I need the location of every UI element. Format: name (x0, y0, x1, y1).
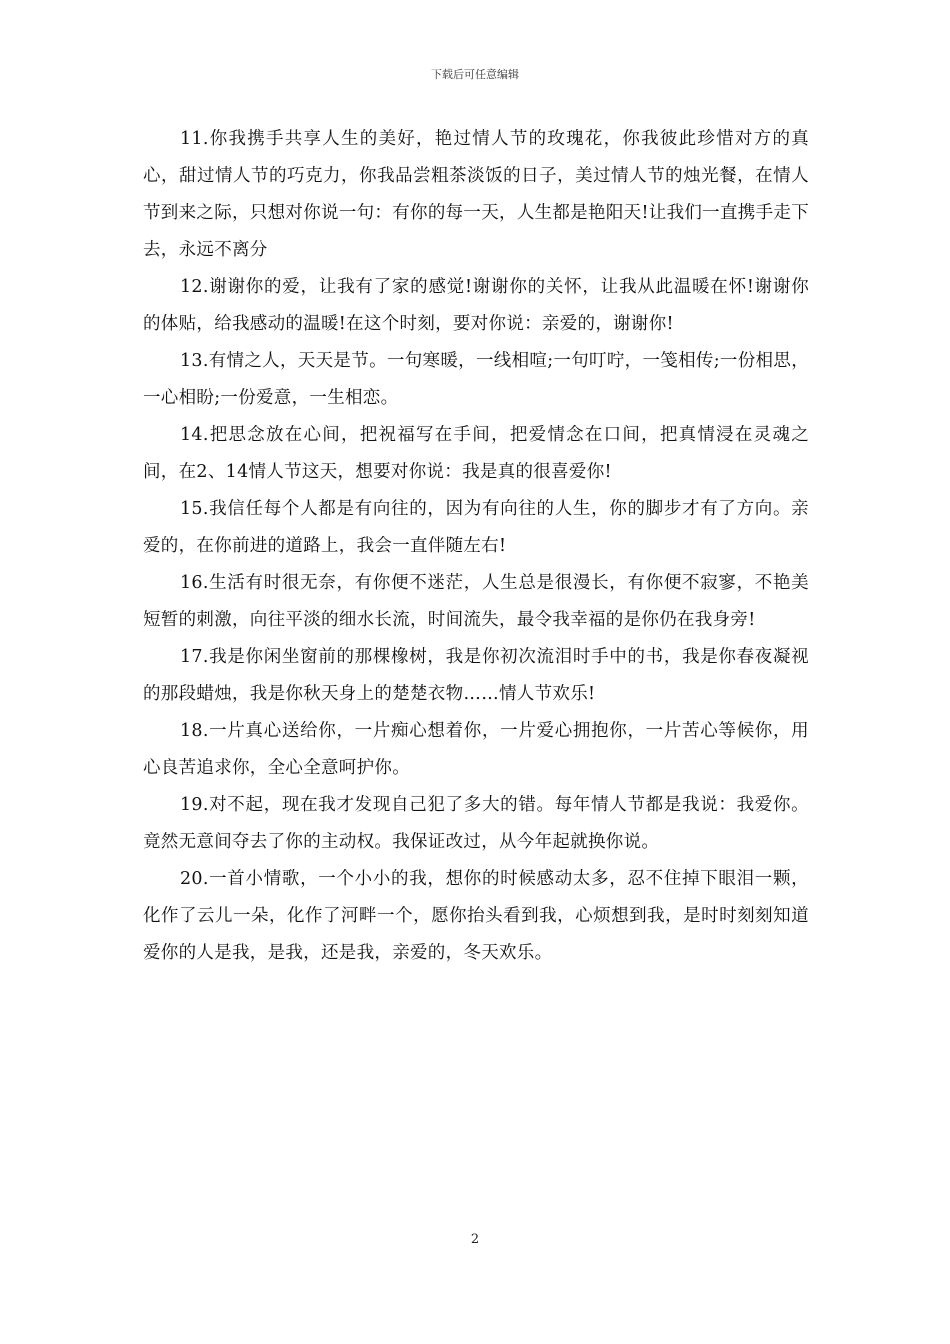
paragraph-19: 19.对不起，现在我才发现自己犯了多大的错。每年情人节都是我说：我爱你。竟然无意间夺去了你的主动权。我保证改过，从今年起就换你说。 (143, 795, 809, 852)
paragraph-14: 14.把思念放在心间，把祝福写在手间，把爱情念在口间，把真情浸在灵魂之间，在2、14情人节这天，想要对你说：我是真的很喜爱你! (143, 425, 809, 482)
paragraph-12: 12.谢谢你的爱，让我有了家的感觉!谢谢你的关怀，让我从此温暖在怀!谢谢你的体贴，给我感动的温暖!在这个时刻，要对你说：亲爱的，谢谢你! (143, 277, 809, 334)
page-header: 下载后可任意编辑 (431, 68, 519, 81)
page-number: 2 (470, 1232, 480, 1247)
paragraph-17: 17.我是你闲坐窗前的那棵橡树，我是你初次流泪时手中的书，我是你春夜凝视的那段蜡烛，我是你秋天身上的楚楚衣物……情人节欢乐! (143, 647, 809, 704)
paragraph-20: 20.一首小情歌，一个小小的我，想你的时候感动太多，忍不住掉下眼泪一颗，化作了云儿一朵，化作了河畔一个，愿你抬头看到我，心烦想到我，是时时刻刻知道爱你的人是我，是我，还是我，亲爱的，冬天欢乐。 (143, 869, 809, 963)
paragraph-13: 13.有情之人，天天是节。一句寒暖，一线相喧;一句叮咛，一笺相传;一份相思，一心相盼;一份爱意，一生相恋。 (143, 351, 809, 408)
document-body (143, 121, 809, 972)
paragraph-11: 11.你我携手共享人生的美好，艳过情人节的玫瑰花，你我彼此珍惜对方的真心，甜过情人节的巧克力，你我品尝粗茶淡饭的日子，美过情人节的烛光餐，在情人节到来之际，只想对你说一句：有你的每一天，人生都是艳阳天!让我们一直携手走下去，永远不离分 (143, 129, 809, 260)
paragraph-15: 15.我信任每个人都是有向往的，因为有向往的人生，你的脚步才有了方向。亲爱的，在你前进的道路上，我会一直伴随左右! (143, 499, 809, 556)
paragraph-16: 16.生活有时很无奈，有你便不迷茫，人生总是很漫长，有你便不寂寥，不艳美短暂的刺激，向往平淡的细水长流，时间流失，最令我幸福的是你仍在我身旁! (143, 573, 809, 630)
paragraph-18: 18.一片真心送给你，一片痴心想着你，一片爱心拥抱你，一片苦心等候你，用心良苦追求你，全心全意呵护你。 (143, 721, 809, 778)
